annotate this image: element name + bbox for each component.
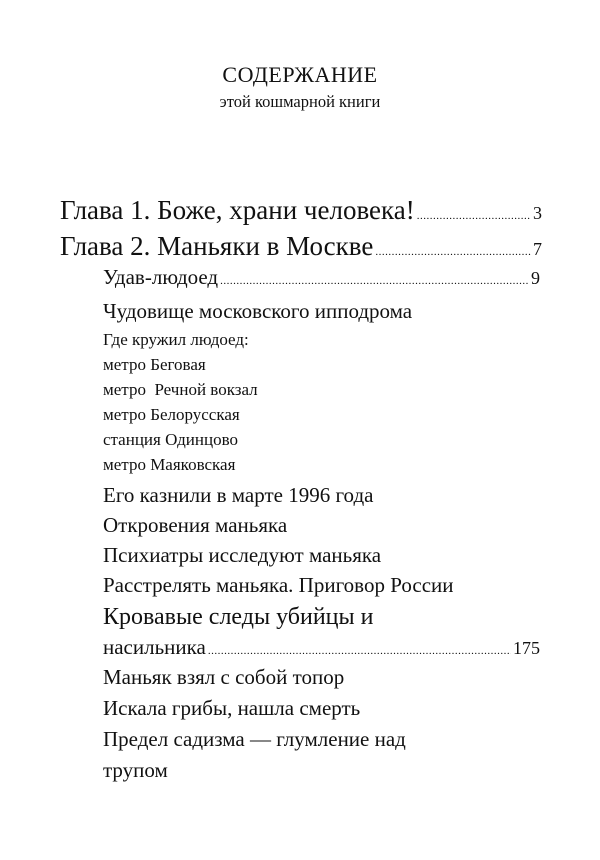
dot-leader — [417, 210, 531, 222]
toc-entry-label: Глава 2. Маньяки в Москве — [60, 231, 374, 261]
toc-entry-label: Предел садизма — глумление над — [103, 727, 406, 751]
toc-entry-label: Психиатры исследуют маньяка — [103, 543, 382, 567]
toc-entry-subsection[interactable] — [103, 331, 249, 350]
toc-entry-section[interactable] — [103, 300, 540, 323]
toc-entry-label: метро Белорусская — [103, 405, 240, 424]
toc-entry-section[interactable] — [103, 266, 540, 289]
toc-entry-label: Маньяк взял с собой топор — [103, 665, 345, 689]
toc-entry-label: Кровавые следы убийцы и — [103, 604, 374, 630]
toc-entry-section-continued[interactable] — [103, 636, 540, 659]
toc-entry-section[interactable] — [103, 697, 540, 720]
toc-entry-label: Его казнили в марте 1996 года — [103, 483, 374, 507]
toc-entry-subsection[interactable] — [103, 356, 206, 375]
toc-entry-section[interactable] — [103, 604, 540, 630]
toc-entry-label: трупом — [103, 758, 168, 782]
toc-entry-section-continued[interactable] — [103, 759, 540, 782]
page-title: СОДЕРЖАНИЕ — [222, 62, 378, 87]
toc-page-number: 3 — [533, 203, 542, 223]
toc-entry-label: Искала грибы, нашла смерть — [103, 696, 361, 720]
toc-entry-section[interactable] — [103, 484, 540, 507]
toc-entry-label: станция Одинцово — [103, 430, 238, 449]
toc-entry-section[interactable] — [103, 666, 540, 689]
toc-entry-subsection[interactable] — [103, 431, 238, 450]
toc-entry-label: метро Речной вокзал — [103, 380, 258, 399]
toc-entry-label: метро Маяковская — [103, 455, 236, 474]
dot-leader — [208, 645, 511, 657]
toc-entry-section[interactable] — [103, 544, 540, 567]
toc-page-number: 7 — [533, 239, 542, 259]
toc-entry-section[interactable] — [103, 574, 540, 597]
toc-entry-label: метро Беговая — [103, 355, 206, 374]
toc-entry-chapter-2[interactable] — [60, 232, 542, 262]
page-subtitle: этой кошмарной книги — [219, 92, 381, 111]
toc-entry-chapter-1[interactable] — [60, 196, 542, 226]
toc-entry-subsection[interactable] — [103, 456, 235, 475]
toc-page-number: 175 — [513, 638, 540, 658]
toc-entry-label: насильника — [103, 635, 206, 659]
toc-entry-label: Удав-людоед — [103, 265, 219, 289]
toc-entry-label: Глава 1. Боже, храни человека! — [60, 195, 415, 225]
toc-entry-subsection[interactable] — [103, 406, 240, 425]
toc-entry-label: Где кружил людоед: — [103, 330, 249, 349]
toc-entry-section[interactable] — [103, 514, 540, 537]
toc-entry-section[interactable] — [103, 728, 540, 751]
toc-entry-label: Расстрелять маньяка. Приговор России — [103, 573, 454, 597]
dot-leader — [375, 246, 531, 258]
toc-entry-label: Откровения маньяка — [103, 513, 288, 537]
dot-leader — [220, 275, 529, 287]
toc-page-number: 9 — [531, 268, 540, 288]
toc-entry-subsection[interactable] — [103, 381, 258, 400]
toc-entry-label: Чудовище московского ипподрома — [103, 299, 413, 323]
